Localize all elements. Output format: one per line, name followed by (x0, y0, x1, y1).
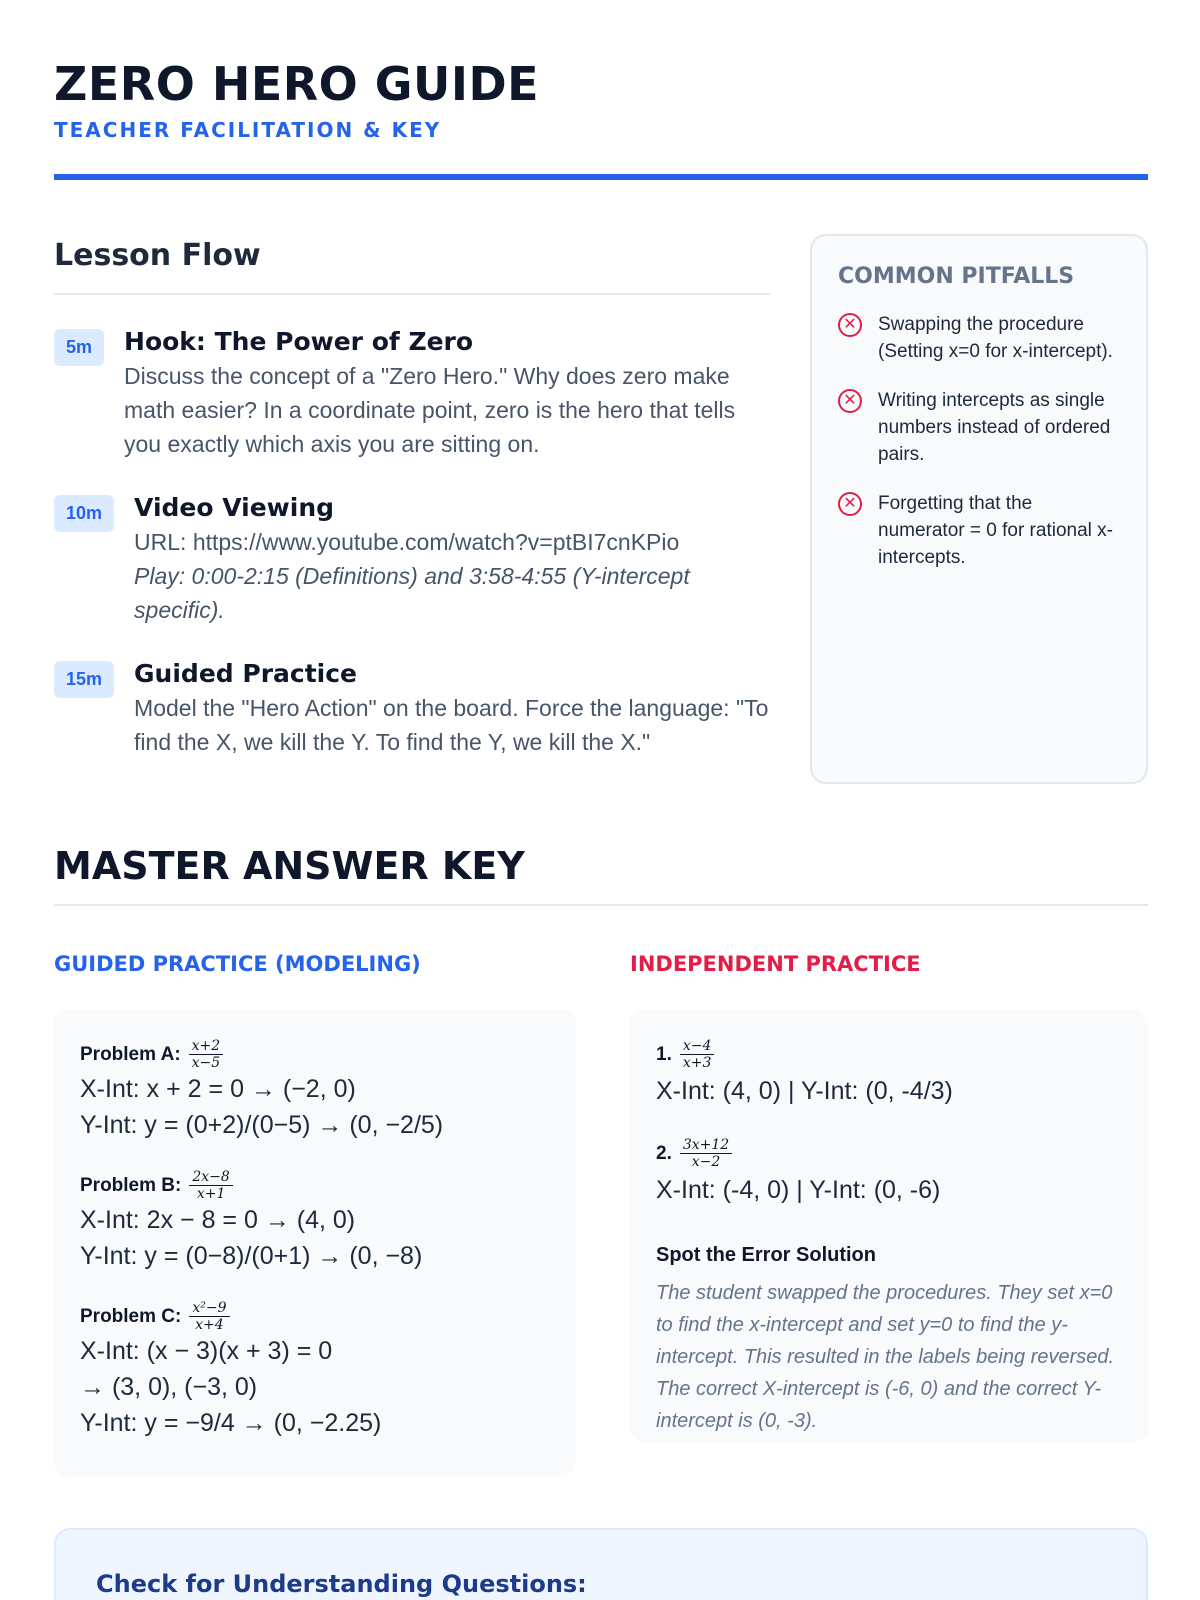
pitfalls-title: COMMON PITFALLS (838, 264, 1075, 289)
problem-fraction: $\frac{x-4}{x+3}$ (680, 1038, 715, 1071)
y-intercept-line: Y-Int: y = −9/4 → (0, −2.25) (80, 1409, 382, 1437)
lesson-flow-section (54, 238, 770, 759)
independent-practice-label: INDEPENDENT PRACTICE (630, 952, 921, 976)
x-circle-icon: ✕ (838, 492, 862, 516)
lesson-flow-title: Lesson Flow (54, 238, 261, 273)
spot-error-text: The student swapped the procedures. They set x=0 to find the x-intercept and set y=0 to find the y-intercept. This resulted in the labels being reversed. The correct X-intercept is (-6, 0) and the correct Y-intercept is (0, -3). (656, 1282, 1115, 1432)
intercepts-answer: X-Int: (-4, 0) | Y-Int: (0, -6) (656, 1176, 941, 1204)
step-title: Guided Practice (134, 659, 358, 688)
lesson-step (54, 657, 770, 759)
problem-label: Problem A: (80, 1043, 181, 1065)
independent-practice-panel (630, 1010, 1148, 1442)
problem-block (656, 1137, 1122, 1210)
problem-fraction: $\frac{x+2}{x-5}$ (189, 1038, 224, 1071)
problem-fraction: $\frac{2x-8}{x+1}$ (189, 1169, 232, 1202)
lesson-step (54, 325, 770, 461)
lesson-flow-divider (54, 293, 770, 295)
step-title: Hook: The Power of Zero (124, 327, 474, 356)
x-intercept-line: X-Int: x + 2 = 0 → (−2, 0) (80, 1075, 356, 1103)
lesson-step (54, 491, 770, 627)
answer-key-title: MASTER ANSWER KEY (54, 844, 525, 888)
step-text: Model the "Hero Action" on the board. Force the language: "To find the X, we kill the Y. To find the Y, we kill the X." (134, 695, 769, 755)
problem-block (80, 1300, 550, 1441)
check-for-understanding-card (54, 1528, 1148, 1600)
pitfall-text: Writing intercepts as single numbers instead of ordered pairs. (878, 390, 1111, 465)
x-intercept-result: → (3, 0), (−3, 0) (80, 1373, 258, 1401)
problem-block (656, 1038, 1122, 1111)
x-circle-icon: ✕ (838, 389, 862, 413)
x-intercept-line: X-Int: 2x − 8 = 0 → (4, 0) (80, 1206, 356, 1234)
guided-practice-label: GUIDED PRACTICE (MODELING) (54, 952, 421, 976)
pitfall-item (838, 387, 1120, 468)
problem-label: Problem C: (80, 1305, 182, 1327)
x-intercept-line: X-Int: (x − 3)(x + 3) = 0 (80, 1337, 333, 1365)
y-intercept-line: Y-Int: y = (0−8)/(0+1) → (0, −8) (80, 1242, 423, 1270)
step-text: Discuss the concept of a "Zero Hero." Why does zero make math easier? In a coordinate point, zero is the hero that tells you exactly which axis you are sitting on. (124, 363, 736, 457)
problem-label: 2. (656, 1142, 672, 1164)
pitfall-text: Forgetting that the numerator = 0 for rational x-intercepts. (878, 493, 1113, 568)
check-title: Check for Understanding Questions: (96, 1570, 587, 1598)
page-header (54, 56, 1148, 142)
time-badge: 10m (54, 495, 114, 532)
pitfall-item (838, 490, 1120, 571)
x-circle-icon: ✕ (838, 313, 862, 337)
spot-error-title: Spot the Error Solution (656, 1244, 876, 1266)
pitfall-item (838, 311, 1120, 365)
problem-label: 1. (656, 1043, 672, 1065)
problem-block (80, 1038, 550, 1143)
problem-fraction: $\frac{3x+12}{x-2}$ (680, 1137, 732, 1170)
answer-key-divider (54, 904, 1148, 906)
header-divider (54, 174, 1148, 180)
video-url[interactable]: URL: https://www.youtube.com/watch?v=ptBI7cnKPio (134, 529, 680, 555)
step-title: Video Viewing (134, 493, 335, 522)
problem-block (80, 1169, 550, 1274)
y-intercept-line: Y-Int: y = (0+2)/(0−5) → (0, −2/5) (80, 1111, 444, 1139)
intercepts-answer: X-Int: (4, 0) | Y-Int: (0, -4/3) (656, 1077, 953, 1105)
common-pitfalls-card (810, 234, 1148, 784)
pitfall-text: Swapping the procedure (Setting x=0 for x-intercept). (878, 314, 1113, 362)
guided-practice-panel (54, 1010, 576, 1476)
step-note: Play: 0:00-2:15 (Definitions) and 3:58-4:55 (Y-intercept specific). (134, 563, 690, 623)
time-badge: 15m (54, 661, 114, 698)
problem-label: Problem B: (80, 1174, 182, 1196)
page-title: ZERO HERO GUIDE (54, 57, 540, 111)
time-badge: 5m (54, 329, 104, 366)
problem-fraction: $\frac{\text{x²−9}}{x+4}$ (189, 1300, 229, 1333)
page-subtitle: TEACHER FACILITATION & KEY (54, 118, 442, 142)
